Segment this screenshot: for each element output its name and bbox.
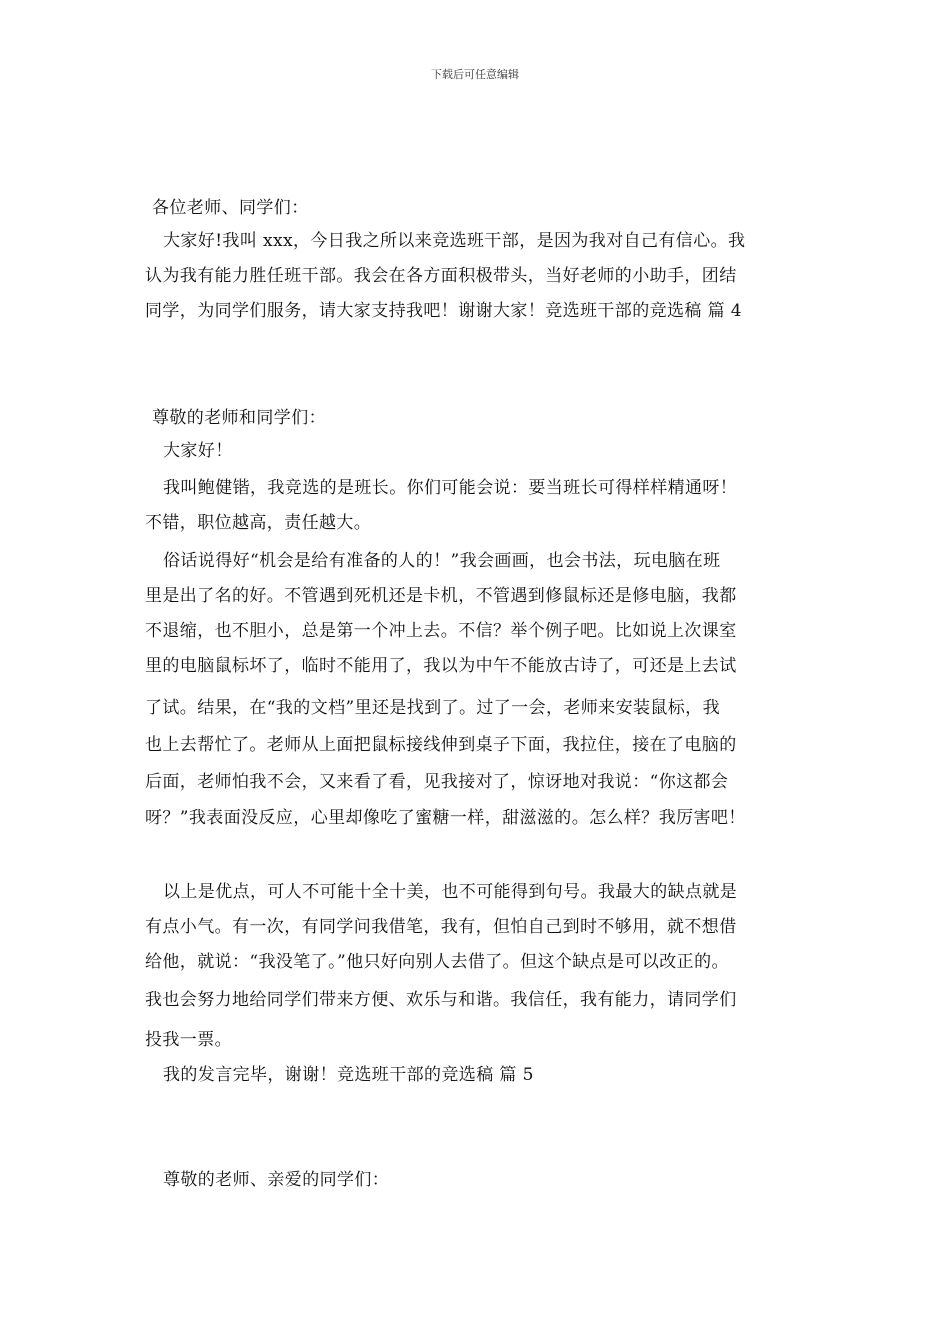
paragraph-3-line-7: 后面，老师怕我不会，又来看了看，见我接对了，惊讶地对我说：“你这都会 [145,772,729,792]
paragraph-4-line-1: 以上是优点，可人不可能十全十美，也不可能得到句号。我最大的缺点就是 [163,882,738,902]
paragraph-1-line-2: 认为我有能力胜任班干部。我会在各方面积极带头，当好老师的小助手，团结 [145,266,737,286]
paragraph-4-line-2: 有点小气。有一次，有同学问我借笔，我有，但怕自己到时不够用，就不想借 [145,917,737,937]
paragraph-2-line-1: 我叫鲍健锴，我竞选的是班长。你们可能会说：要当班长可得样样精通呀！ [163,478,738,498]
page-header: 下载后可任意编辑 [431,68,519,81]
paragraph-3-line-1: 俗话说得好“机会是给有准备的人的！”我会画画，也会书法，玩电脑在班 [163,551,721,571]
greeting-2: 大家好！ [163,441,233,461]
salutation-2: 尊敬的老师和同学们： [152,408,326,428]
salutation-3: 尊敬的老师、亲爱的同学们： [163,1170,390,1190]
paragraph-1-line-1: 大家好!我叫 xxx，今日我之所以来竞选班干部，是因为我对自己有信心。我 [163,231,746,251]
salutation-1: 各位老师、同学们： [152,198,309,218]
paragraph-4-line-5: 投我一票。 [145,1030,232,1050]
paragraph-3-line-3: 不退缩，也不胆小，总是第一个冲上去。不信？举个例子吧。比如说上次课室 [145,621,737,641]
paragraph-3-line-5: 了试。结果，在“我的文档”里还是找到了。过了一会，老师来安装鼠标，我 [145,698,720,718]
paragraph-3-line-6: 也上去帮忙了。老师从上面把鼠标接线伸到桌子下面，我拉住，接在了电脑的 [145,735,737,755]
paragraph-2-line-2: 不错，职位越高，责任越大。 [145,513,372,533]
paragraph-3-line-2: 里是出了名的好。不管遇到死机还是卡机，不管遇到修鼠标还是修电脑，我都 [145,586,737,606]
closing-line: 我的发言完毕，谢谢！竞选班干部的竞选稿 篇 5 [163,1065,534,1085]
paragraph-3-line-8: 呀？”我表面没反应，心里却像吃了蜜糖一样，甜滋滋的。怎么样？我厉害吧！ [145,808,746,828]
paragraph-4-line-3: 给他，就说：“我没笔了。”他只好向别人去借了。但这个缺点是可以改正的。 [145,952,729,972]
paragraph-3-line-4: 里的电脑鼠标坏了，临时不能用了，我以为中午不能放古诗了，可还是上去试 [145,656,737,676]
paragraph-1-line-3: 同学，为同学们服务，请大家支持我吧！谢谢大家！竞选班干部的竞选稿 篇 4 [145,301,743,321]
paragraph-4-line-4: 我也会努力地给同学们带来方便、欢乐与和谐。我信任，我有能力，请同学们 [145,990,737,1010]
